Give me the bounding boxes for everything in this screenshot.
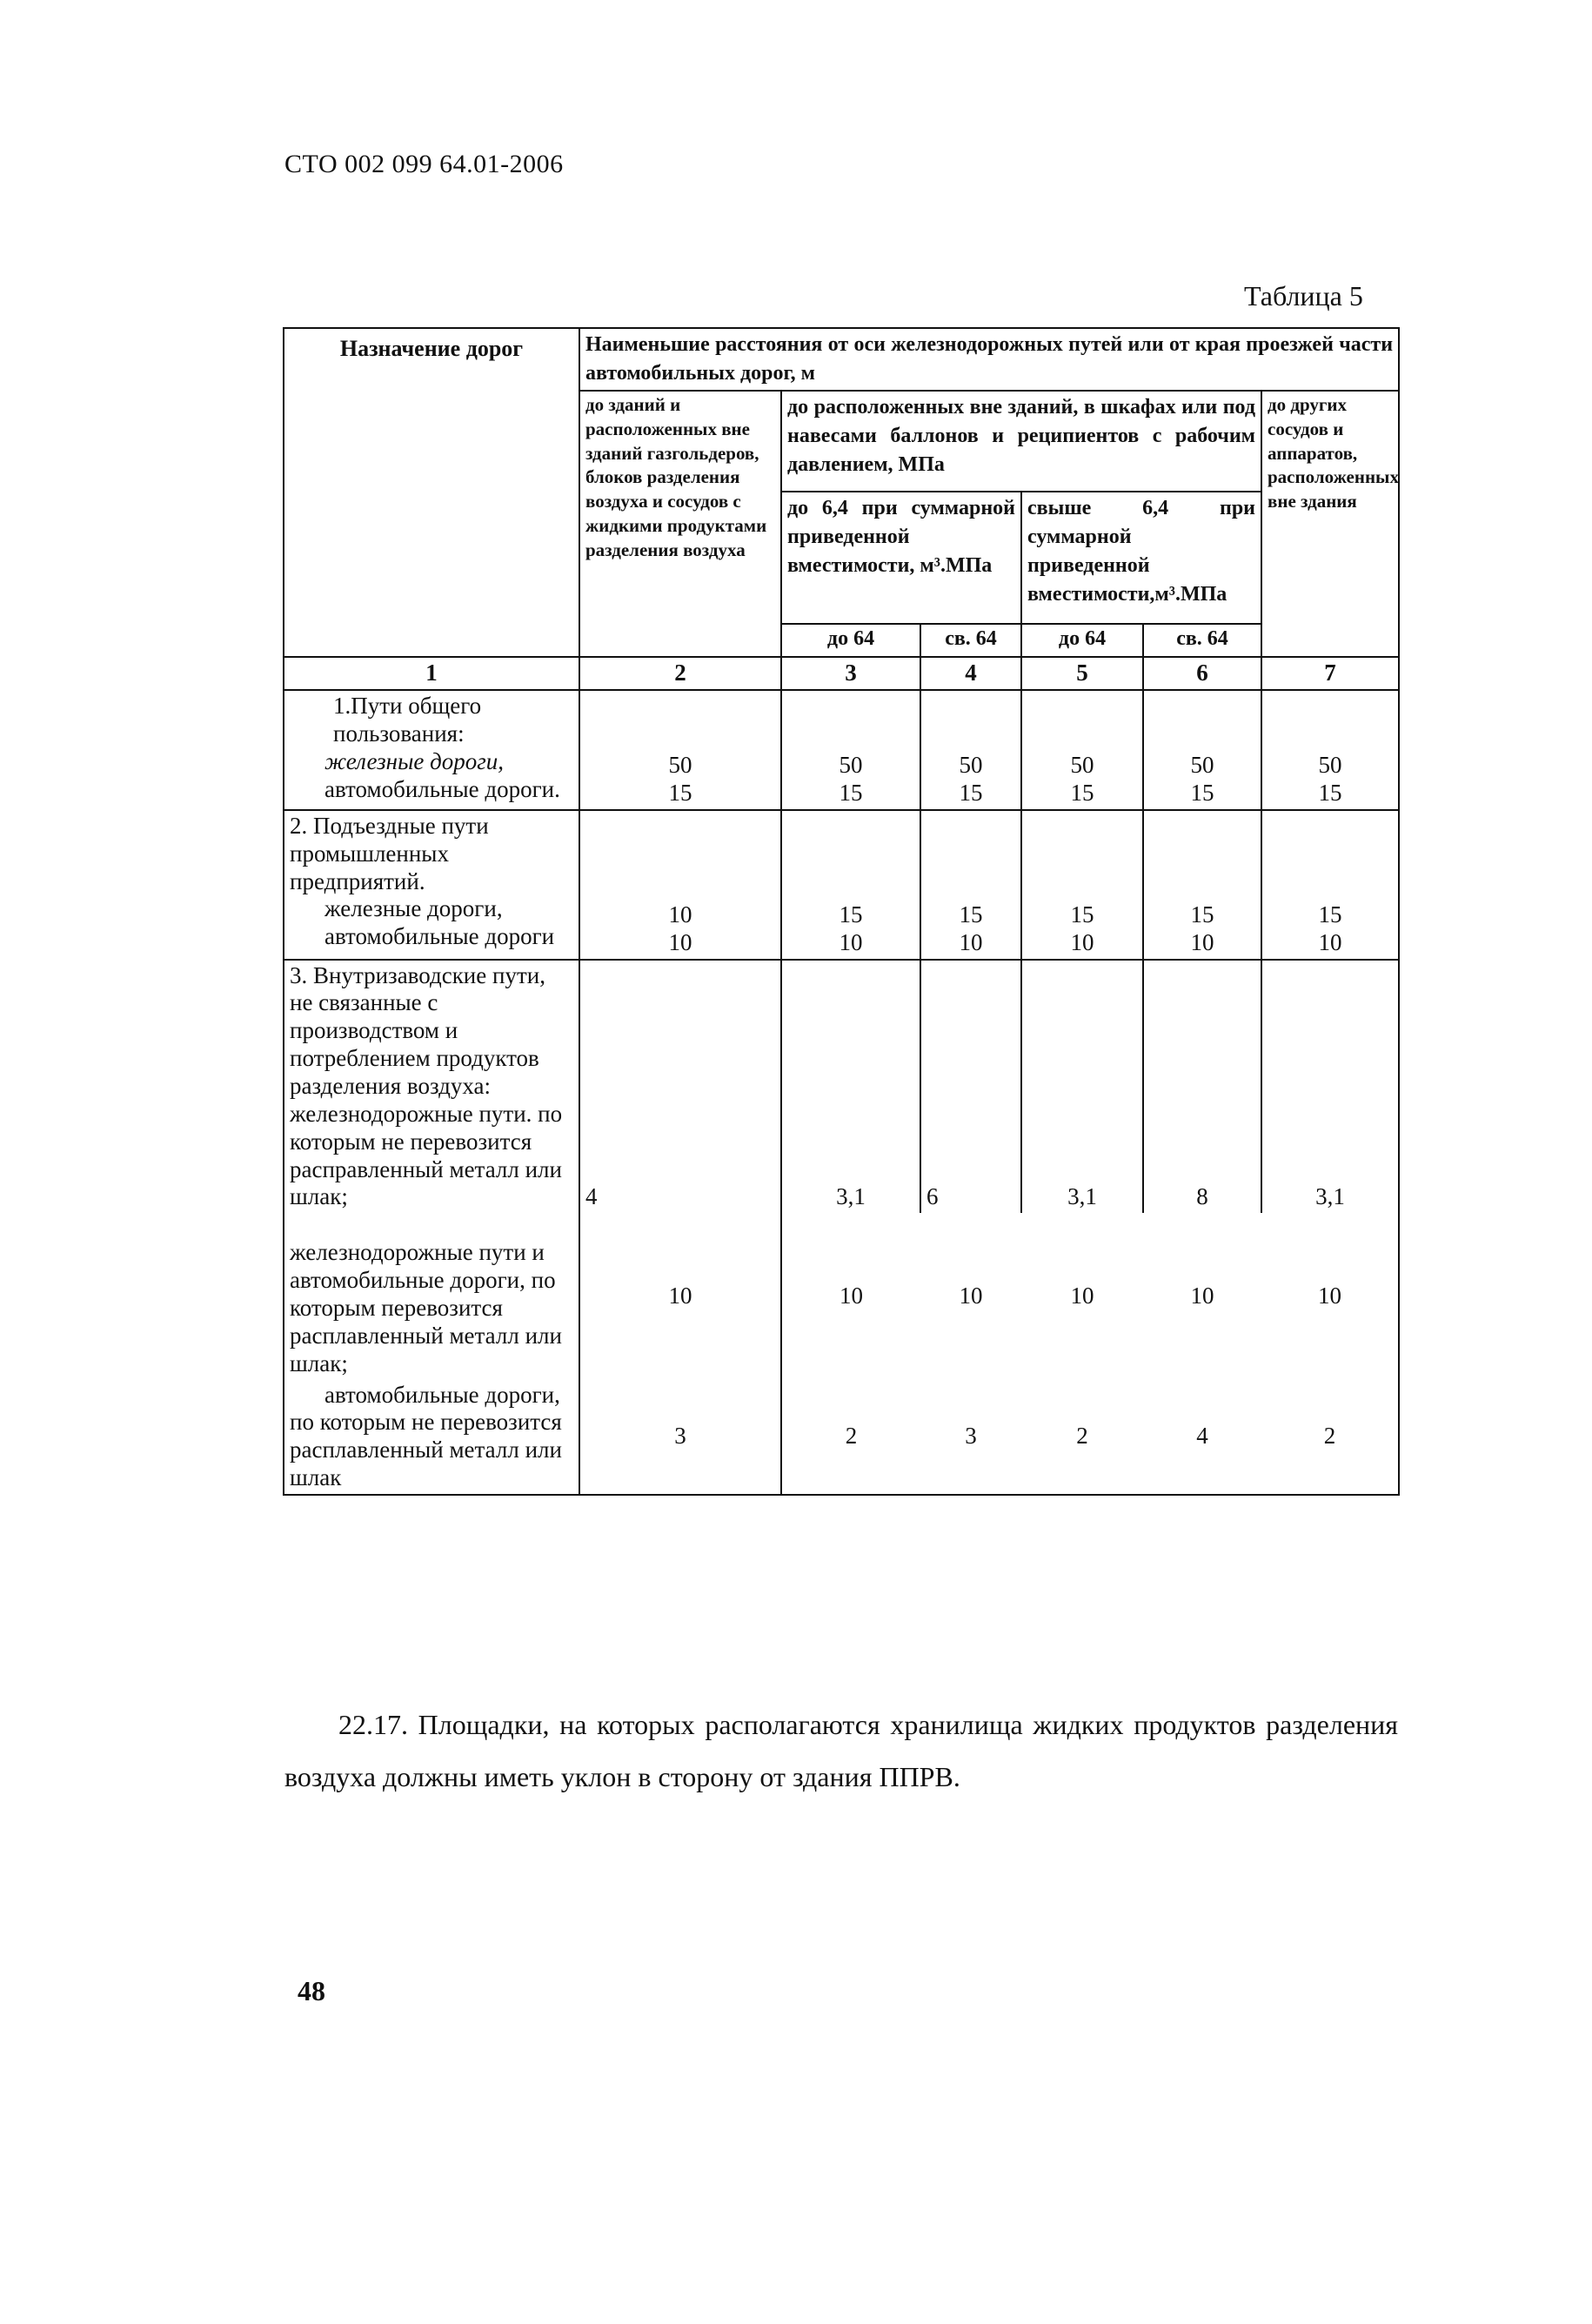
value-cell	[1021, 810, 1143, 960]
value: 3	[674, 1423, 686, 1450]
value: 3,1	[1315, 1183, 1345, 1210]
value-cell	[920, 810, 1021, 960]
distances-table	[283, 327, 1400, 1496]
subheader-le-64-b: до 64	[1021, 624, 1143, 657]
value-cell	[1261, 1380, 1399, 1495]
paragraph-22-17: 22.17. Площадки, на которых располагаются хранилища жидких продуктов разделения воздуха должны иметь уклон в сторону от здания ППРВ.	[284, 1709, 1398, 1792]
value-cell	[920, 960, 1021, 1214]
value: 10	[1190, 928, 1214, 955]
subheader-gt-64-b: св. 64	[1143, 624, 1261, 657]
header-over-6-4: свыше 6,4 при суммарной приведенной вместимости,м³.МПа	[1021, 492, 1261, 624]
row-item-label: железнодорожные пути. по которым не перевозится расправленный металл или шлак;	[290, 1100, 563, 1210]
value-cell	[1143, 690, 1261, 810]
header-road-purpose: Назначение дорог	[284, 328, 579, 657]
value: 8	[1196, 1183, 1208, 1210]
value: 2	[845, 1423, 858, 1450]
value: 15	[959, 779, 983, 806]
column-number: 1	[284, 657, 579, 690]
column-number: 2	[579, 657, 781, 690]
value: 6	[926, 1183, 939, 1210]
page-number: 48	[298, 1975, 325, 2006]
header-outside-buildings: до расположенных вне зданий, в шкафах или под навесами баллонов и реципиентов с рабочим давлением, МПа	[781, 391, 1261, 492]
column-number-row	[284, 657, 1399, 690]
header-to-other-vessels: до других сосудов и аппаратов, расположенных вне здания	[1261, 391, 1399, 657]
row-label-cell	[284, 810, 579, 960]
value: 10	[1190, 1282, 1214, 1309]
value-cell	[781, 690, 920, 810]
column-number: 3	[781, 657, 920, 690]
value: 2	[1076, 1423, 1088, 1450]
value-cell	[1261, 690, 1399, 810]
value: 4	[585, 1183, 598, 1210]
value: 15	[668, 779, 692, 806]
row-title: 3. Внутризаводские пути, не связанные с производством и потреблением продуктов разделения воздуха:	[290, 961, 545, 1099]
value: 3,1	[1067, 1183, 1097, 1210]
value: 15	[839, 779, 863, 806]
table-caption: Таблица 5	[1244, 280, 1363, 311]
value: 3,1	[836, 1183, 866, 1210]
value: 15	[1318, 779, 1342, 806]
table-row	[284, 960, 1399, 1214]
value: 10	[1318, 928, 1342, 955]
value: 15	[1318, 901, 1342, 928]
value-cell	[1021, 690, 1143, 810]
value: 15	[959, 901, 983, 928]
value-cell	[1143, 1213, 1261, 1379]
value: 15	[1070, 901, 1094, 928]
row-label-cell	[284, 1380, 579, 1495]
value: 10	[959, 928, 983, 955]
value: 50	[959, 752, 983, 779]
row-title: 2. Подъездные пути промышленных предприятий.	[290, 812, 489, 894]
value: 50	[1070, 752, 1094, 779]
value: 15	[1190, 901, 1214, 928]
value: 10	[668, 1282, 692, 1309]
value-cell	[1021, 1380, 1143, 1495]
value: 10	[1070, 928, 1094, 955]
value-cell	[579, 960, 781, 1214]
table-row	[284, 810, 1399, 960]
value-cell	[920, 690, 1021, 810]
row-item-label: автомобильные дороги	[324, 923, 555, 950]
value-cell	[781, 960, 920, 1214]
header-up-to-6-4: до 6,4 при суммарной приведенной вместимости, м³.МПа	[781, 492, 1021, 624]
value: 3	[965, 1423, 977, 1450]
row-item-label: автомобильные дороги, по которым не перевозится расплавленный металл или шлак	[290, 1381, 562, 1491]
value-cell	[1021, 960, 1143, 1214]
value: 10	[668, 901, 692, 928]
value: 2	[1323, 1423, 1336, 1450]
value-cell	[1261, 960, 1399, 1214]
value: 50	[1318, 752, 1342, 779]
header-to-buildings: до зданий и расположенных вне зданий газгольдеров, блоков разделения воздуха и сосудов с жидкими продуктами разделения воздуха	[579, 391, 781, 657]
value: 15	[839, 901, 863, 928]
value: 15	[1190, 779, 1214, 806]
value-cell	[1143, 960, 1261, 1214]
row-title: 1.Пути общего пользования:	[333, 693, 482, 747]
value-cell	[1261, 810, 1399, 960]
value: 10	[1070, 1282, 1094, 1309]
value: 10	[668, 928, 692, 955]
table-row	[284, 1213, 1399, 1379]
column-number: 6	[1143, 657, 1261, 690]
value-cell	[781, 810, 920, 960]
value-cell	[1021, 1213, 1143, 1379]
value: 15	[1070, 779, 1094, 806]
value: 50	[1190, 752, 1214, 779]
value-cell	[1261, 1213, 1399, 1379]
column-number: 4	[920, 657, 1021, 690]
subheader-gt-64-a: св. 64	[920, 624, 1021, 657]
value: 10	[839, 1282, 863, 1309]
table-row	[284, 1380, 1399, 1495]
value: 4	[1196, 1423, 1208, 1450]
value: 10	[1318, 1282, 1342, 1309]
subheader-le-64-a: до 64	[781, 624, 920, 657]
value: 10	[959, 1282, 983, 1309]
value: 50	[839, 752, 863, 779]
column-number: 5	[1021, 657, 1143, 690]
row-label-cell	[284, 690, 579, 810]
value: 50	[668, 752, 692, 779]
value-cell	[579, 690, 781, 810]
document-code: СТО 002 099 64.01-2006	[284, 150, 564, 178]
value-cell	[1143, 1380, 1261, 1495]
value-cell	[781, 1380, 920, 1495]
row-item-label: железные дороги,	[324, 895, 503, 922]
row-item-label: автомобильные дороги.	[324, 775, 560, 802]
value-cell	[781, 1213, 920, 1379]
value-cell	[920, 1380, 1021, 1495]
value-cell	[579, 810, 781, 960]
row-label-cell	[284, 1213, 579, 1379]
value: 10	[839, 928, 863, 955]
header-distances: Наименьшие расстояния от оси железнодорожных путей или от края проезжей части автомобильных дорог, м	[579, 328, 1399, 391]
row-item-label: железнодорожные пути и автомобильные дороги, по которым перевозится расплавленный металл или шлак;	[290, 1239, 562, 1376]
value-cell	[1143, 810, 1261, 960]
row-label-cell	[284, 960, 579, 1214]
value-cell	[920, 1213, 1021, 1379]
value-cell	[579, 1213, 781, 1379]
value-cell	[579, 1380, 781, 1495]
column-number: 7	[1261, 657, 1399, 690]
row-item-label: железные дороги,	[324, 747, 505, 774]
table-row	[284, 690, 1399, 810]
